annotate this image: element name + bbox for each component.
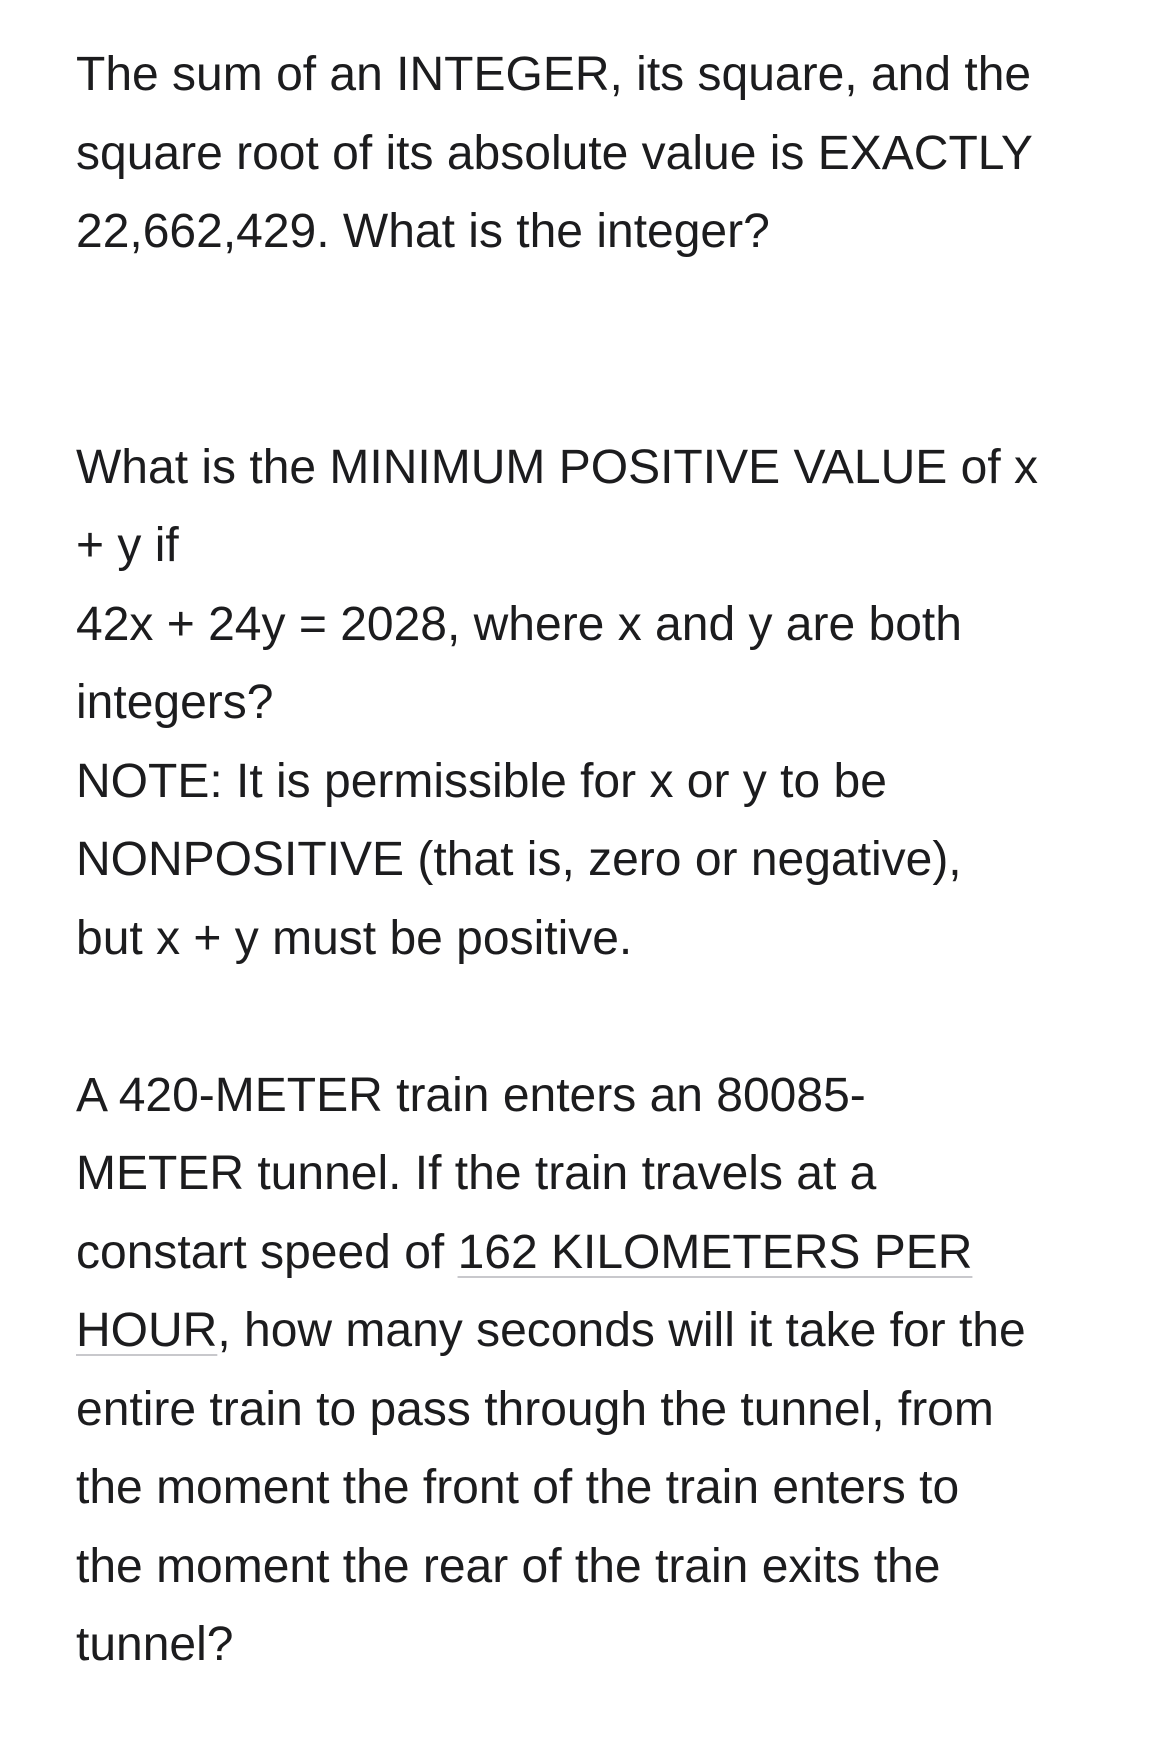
problem-2-line-4: integers? [76,676,274,729]
speed-unit-link-continued[interactable]: HOUR [76,1304,218,1357]
problem-3-line-3 [76,1214,1116,1293]
problem-3-line-1: A 420-METER train enters an 80085- [76,1068,866,1122]
problem-1-line-2: square root of its absolute value is EXACTLY [76,126,1033,180]
problem-2-line-7: but x + y must be positive. [76,911,633,965]
problem-1-line-3: 22,662,429. What is the integer? [76,205,770,258]
problem-2-line-3: 42x + 24y = 2028, where x and y are both [76,597,962,651]
problem-3-line-4 [76,1292,1116,1371]
problem-3-line-7: the moment the rear of the train exits the [76,1539,941,1593]
problem-integer-sum [76,36,1116,272]
problem-2-line-6: NONPOSITIVE (that is, zero or negative), [76,833,962,886]
problem-3-line-2: METER tunnel. If the train travels at a [76,1147,877,1200]
problem-3-line-4-text: , how many seconds will it take for the [217,1304,1026,1357]
problem-2-line-1: What is the MINIMUM POSITIVE VALUE of x [76,440,1038,494]
document-body [76,36,1116,1685]
problem-minimum-value [76,429,1116,979]
problem-3-line-3-text: constart speed of [76,1225,458,1279]
problem-train-tunnel [76,1057,1116,1685]
problem-1-line-1: The sum of an INTEGER, its square, and the [76,48,1032,101]
paragraph-spacer [76,978,1116,1057]
speed-unit-link[interactable]: 162 KILOMETERS PER [457,1225,973,1279]
paragraph-spacer [76,272,1116,429]
problem-3-line-6: the moment the front of the train enters to [76,1461,960,1514]
problem-2-line-5: NOTE: It is permissible for x or y to be [76,754,887,808]
problem-3-line-5: entire train to pass through the tunnel, from [76,1382,994,1436]
problem-3-line-8: tunnel? [76,1618,234,1671]
problem-2-line-2: + y if [76,519,179,572]
